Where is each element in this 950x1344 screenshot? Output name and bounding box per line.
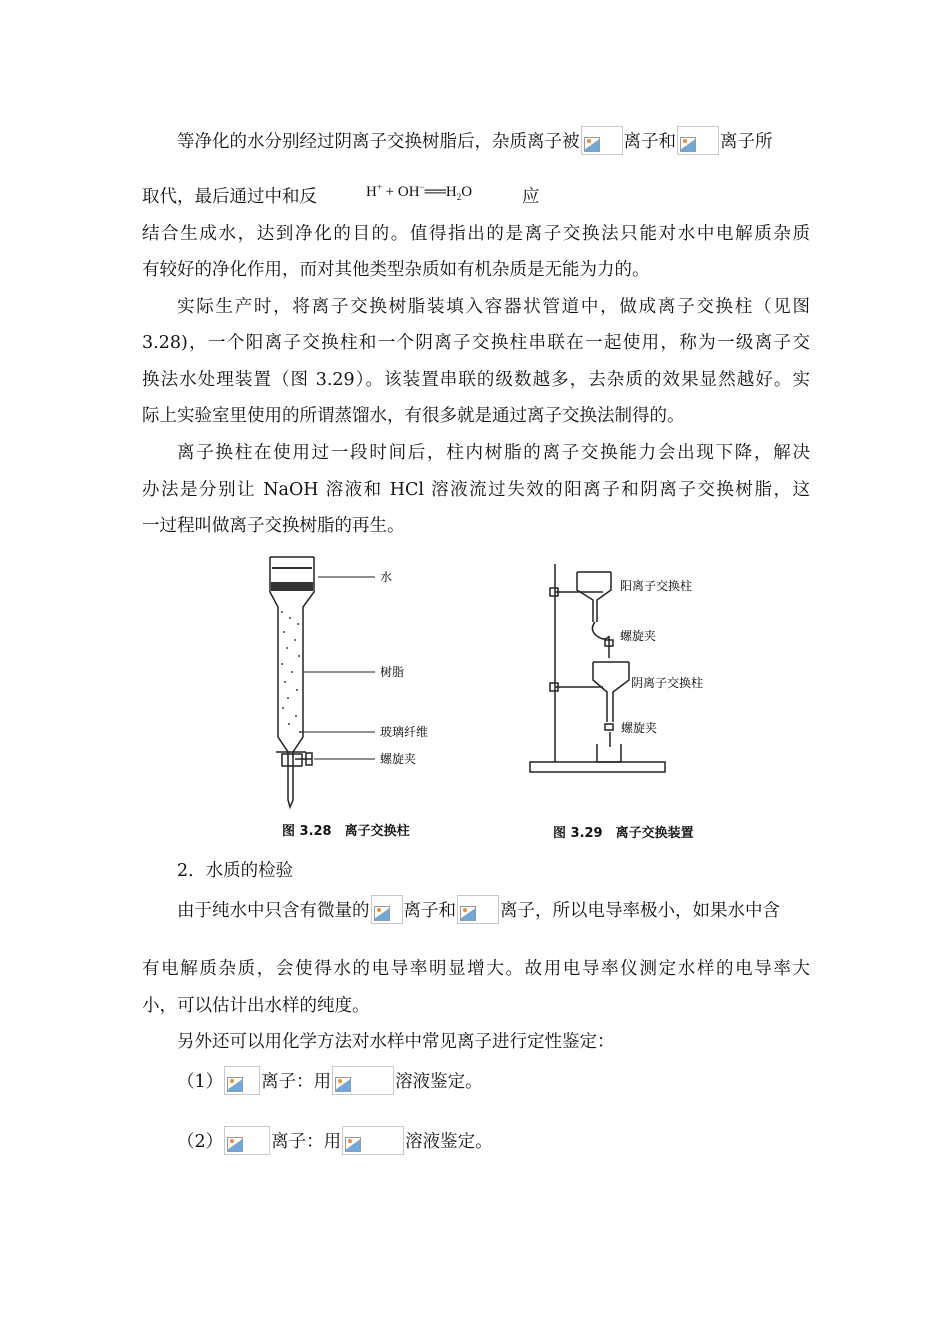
label-glass-fiber: 玻璃纤维 bbox=[380, 725, 429, 739]
broken-image-icon bbox=[342, 1126, 404, 1155]
figure-caption-3-28: 图 3.28 离子交换柱 bbox=[282, 824, 410, 839]
label-clamp: 螺旋夹 bbox=[380, 752, 417, 766]
broken-image-icon bbox=[581, 126, 623, 155]
para1-line2b: 应 bbox=[522, 187, 540, 207]
label-water: 水 bbox=[380, 570, 393, 584]
para1-line3: 结合生成水，达到净化的目的。值得指出的是离子交换法只能对水中电解质杂质 bbox=[142, 224, 810, 244]
broken-image-icon bbox=[457, 895, 499, 924]
equation: $H^+ + OH^-══H_2O$ bbox=[366, 182, 473, 202]
para3-line3: 一过程叫做离子交换树脂的再生。 bbox=[142, 516, 405, 536]
label-clamp-2: 螺旋夹 bbox=[621, 721, 658, 735]
label-resin: 树脂 bbox=[380, 665, 405, 679]
para2-line3: 换法水处理装置（图 3.29）。该装置串联的级数越多，去杂质的效果显然越好。实 bbox=[142, 370, 810, 390]
broken-image-icon bbox=[224, 1126, 270, 1155]
section2-line1: 由于纯水中只含有微量的 离子和 离子，所以电导率极小，如果水中含 bbox=[177, 895, 810, 924]
section2-line4: 另外还可以用化学方法对水样中常见离子进行定性鉴定： bbox=[177, 1032, 615, 1052]
para2-line4: 际上实验室里使用的所谓蒸馏水，有很多就是通过离子交换法制得的。 bbox=[142, 406, 685, 426]
item-1: （1） 离子：用 溶液鉴定。 bbox=[177, 1066, 810, 1095]
para3-line2: 办法是分别让 NaOH 溶液和 HCl 溶液流过失效的阳离子和阴离子交换树脂，这 bbox=[142, 480, 810, 500]
figure-caption-3-29: 图 3.29 离子交换装置 bbox=[553, 826, 694, 841]
label-cation-column: 阳离子交换柱 bbox=[620, 579, 693, 593]
broken-image-icon bbox=[332, 1066, 394, 1095]
para1-line2a: 取代，最后通过中和反 bbox=[142, 187, 317, 207]
broken-image-icon bbox=[371, 895, 403, 924]
ion-exchange-apparatus-figure bbox=[525, 552, 755, 842]
resin-dots bbox=[281, 611, 301, 733]
para2-line2: 3.28)，一个阳离子交换柱和一个阴离子交换柱串联在一起使用，称为一级离子交 bbox=[142, 333, 810, 353]
ion-exchange-column-figure bbox=[240, 552, 470, 842]
para3-line1: 离子换柱在使用过一段时间后，柱内树脂的离子交换能力会出现下降，解决 bbox=[177, 443, 810, 463]
section2-line2: 有电解质杂质，会使得水的电导率明显增大。故用电导率仪测定水样的电导率大 bbox=[142, 959, 810, 979]
para1-line4: 有较好的净化作用，而对其他类型杂质如有机杂质是无能为力的。 bbox=[142, 260, 650, 280]
section-heading: 2．水质的检验 bbox=[177, 861, 294, 881]
broken-image-icon bbox=[677, 126, 719, 155]
label-anion-column: 阴离子交换柱 bbox=[631, 676, 704, 690]
broken-image-icon bbox=[224, 1066, 260, 1095]
section2-line3: 小，可以估计出水样的纯度。 bbox=[142, 996, 370, 1016]
item-2: （2） 离子：用 溶液鉴定。 bbox=[177, 1126, 810, 1155]
para1-line1: 等净化的水分别经过阴离子交换树脂后，杂质离子被 离子和 离子所 bbox=[177, 126, 810, 155]
label-clamp-1: 螺旋夹 bbox=[620, 629, 657, 643]
para2-line1: 实际生产时，将离子交换树脂装填入容器状管道中，做成离子交换柱（见图 bbox=[177, 297, 810, 317]
